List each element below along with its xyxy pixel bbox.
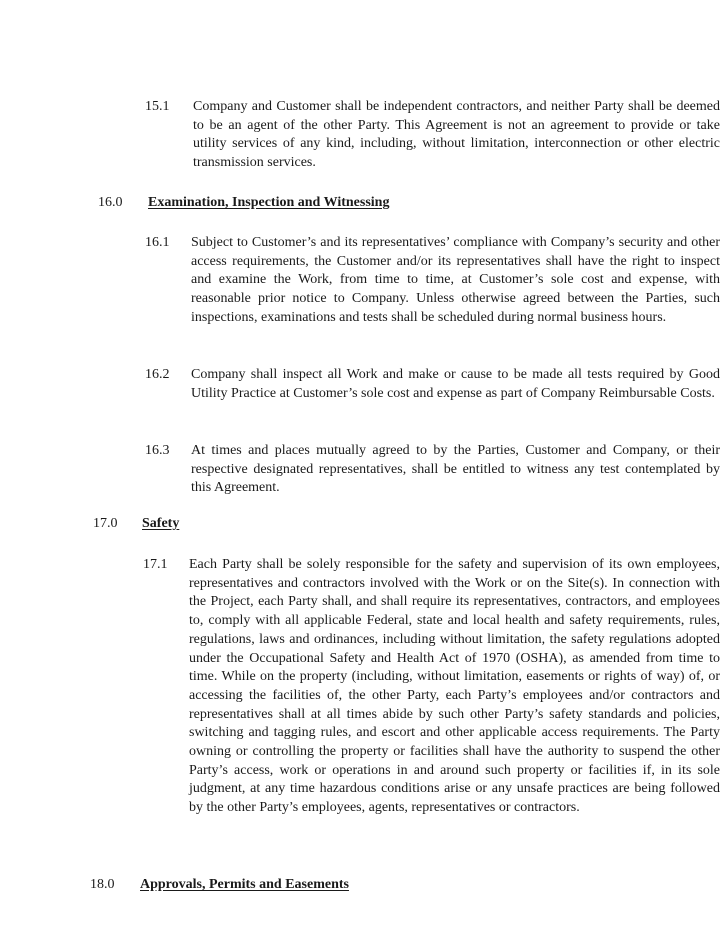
section-title: Examination, Inspection and Witnessing	[148, 195, 390, 210]
clause-number: 16.3	[145, 443, 170, 458]
clause-16-1	[145, 234, 720, 349]
section-title: Safety	[142, 516, 180, 531]
clause-17-1	[143, 556, 720, 861]
section-heading-16	[98, 194, 498, 214]
clause-number: 16.2	[145, 367, 170, 382]
clause-text: Company and Customer shall be independent contractors, and neither Party shall be deemed to be an agent of the other Party. This Agreement is not an agreement to provide or take utility services of any kind, including, without limitation, interconnection or other electric transmission services.	[193, 99, 720, 171]
clause-16-3	[145, 442, 720, 502]
section-number: 16.0	[98, 195, 123, 210]
clause-number: 15.1	[145, 99, 170, 114]
clause-number: 17.1	[143, 557, 168, 572]
section-number: 18.0	[90, 877, 115, 892]
section-number: 17.0	[93, 516, 118, 531]
section-heading-17	[93, 515, 393, 535]
clause-text: At times and places mutually agreed to by the Parties, Customer and Company, or their respective designated representatives, shall be entitled to witness any test contemplated by this Agreement.	[191, 443, 720, 496]
clause-number: 16.1	[145, 235, 170, 250]
clause-15-1	[145, 98, 720, 178]
clause-text: Each Party shall be solely responsible for the safety and supervision of its own employees, representatives and contractors involved with the Work or on the Site(s). In connection with the Project, each Party shall, and shall require its representatives, contractors, and employees to, comply with all applicable Federal, state and local health and safety requirements, rules, regulations, laws and ordinances, including without limitation, the safety regulations adopted under the Occupational Safety and Health Act of 1970 (OSHA), as amended from time to time. While on the property (including, without limitation, easements or rights of way) of, or accessing the facilities of, the other Party, each Party’s employees and/or contractors and representatives shall at all times abide by such other Party’s safety standards and policies, switching and tagging rules, and escort and other applicable access requirements. The Party owning or controlling the property or facilities shall have the authority to suspend the other Party’s access, work or operations in and around such property or facilities if, in its sole judgment, at any time hazardous conditions arise or any unsafe practices are being followed by the other Party’s employees, agents, representatives or contractors.	[189, 557, 720, 816]
clause-text: Company shall inspect all Work and make or cause to be made all tests required by Good Utility Practice at Customer’s sole cost and expense as part of Company Reimbursable Costs.	[191, 367, 720, 401]
clause-text: Subject to Customer’s and its representatives’ compliance with Company’s security and other access requirements, the Customer and/or its representatives shall have the right to inspect and examine the Work, from time to time, at Customer’s sole cost and expense, with reasonable prior notice to Company. Unless otherwise agreed between the Parties, such inspections, examinations and tests shall be scheduled during normal business hours.	[191, 235, 720, 325]
section-title: Approvals, Permits and Easements	[140, 877, 349, 892]
clause-16-2	[145, 366, 720, 426]
section-heading-18	[90, 876, 490, 896]
